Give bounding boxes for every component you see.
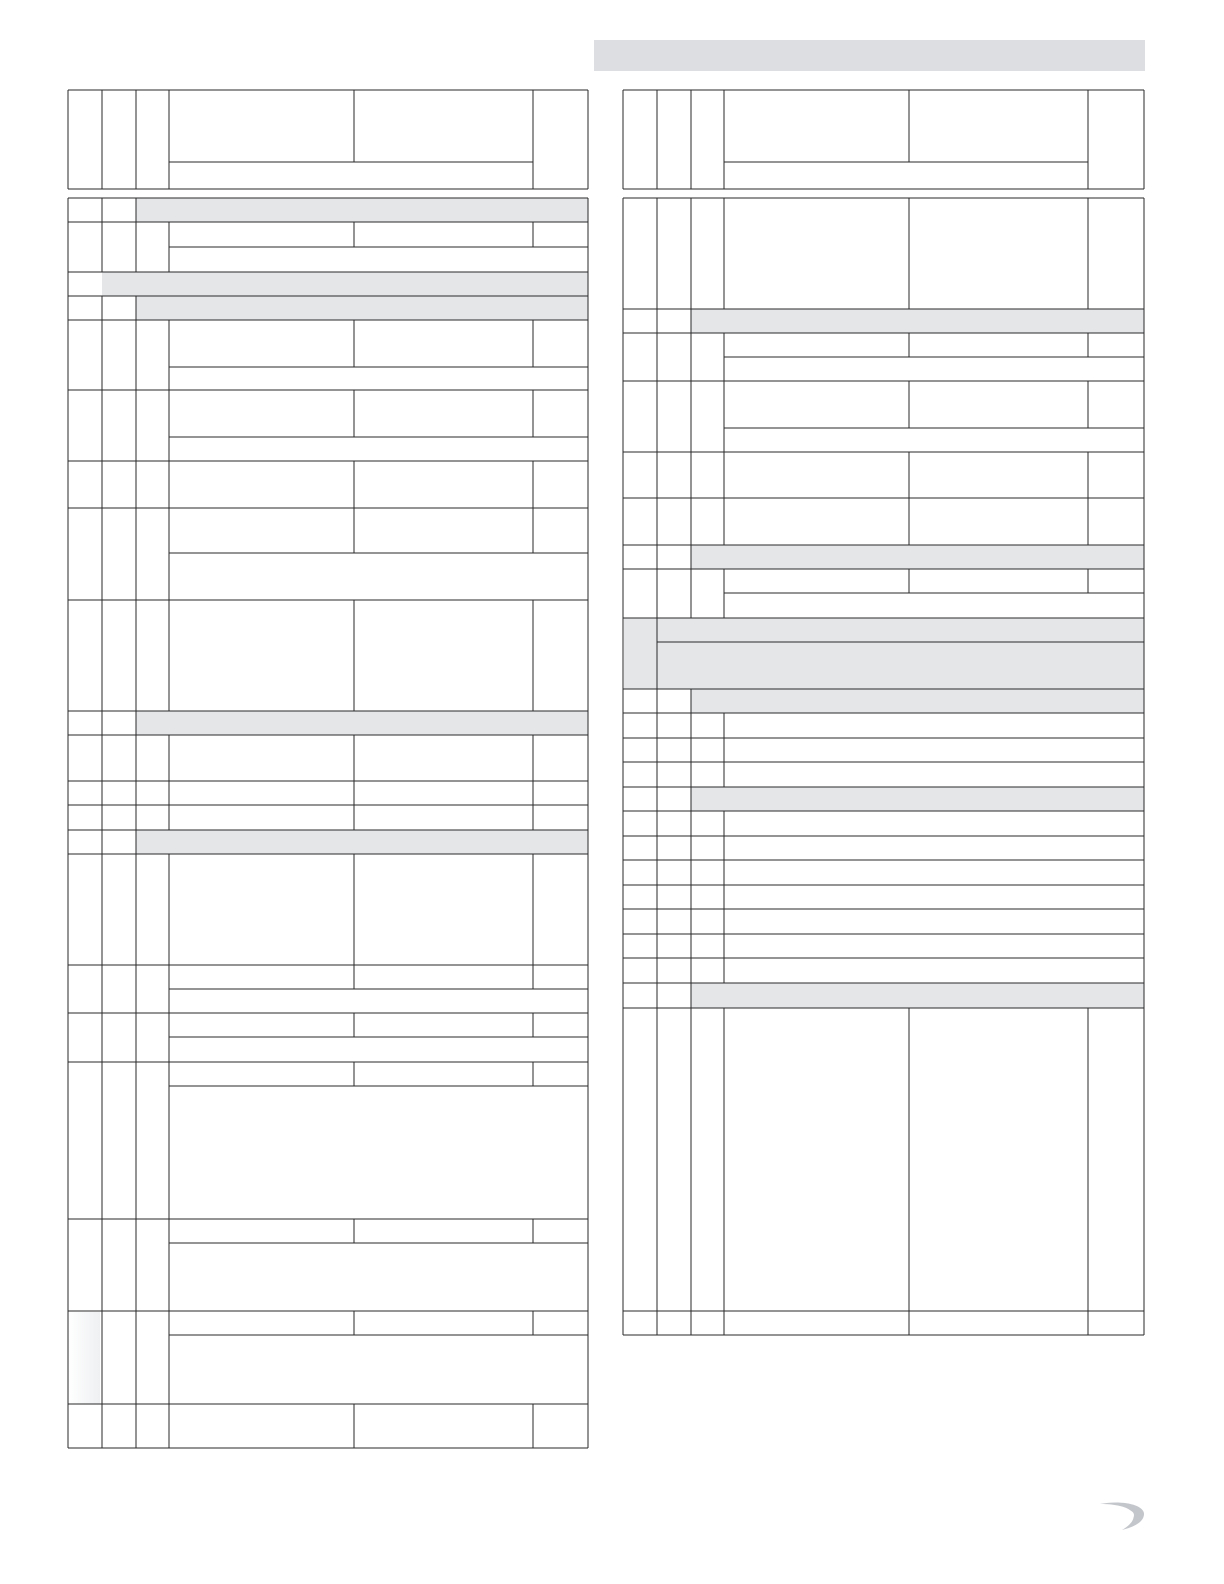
right-section-header xyxy=(691,309,1144,333)
swoosh-logo-icon xyxy=(1098,1500,1146,1530)
right-section-header xyxy=(691,545,1144,569)
right-section-header xyxy=(691,983,1144,1008)
right-section-header xyxy=(691,689,1144,713)
right-section-fills xyxy=(624,309,1144,1008)
right-table-header xyxy=(623,90,1144,189)
right-section-header xyxy=(691,787,1144,811)
right-group-header xyxy=(624,618,1144,689)
right-table-body xyxy=(623,198,1144,1335)
